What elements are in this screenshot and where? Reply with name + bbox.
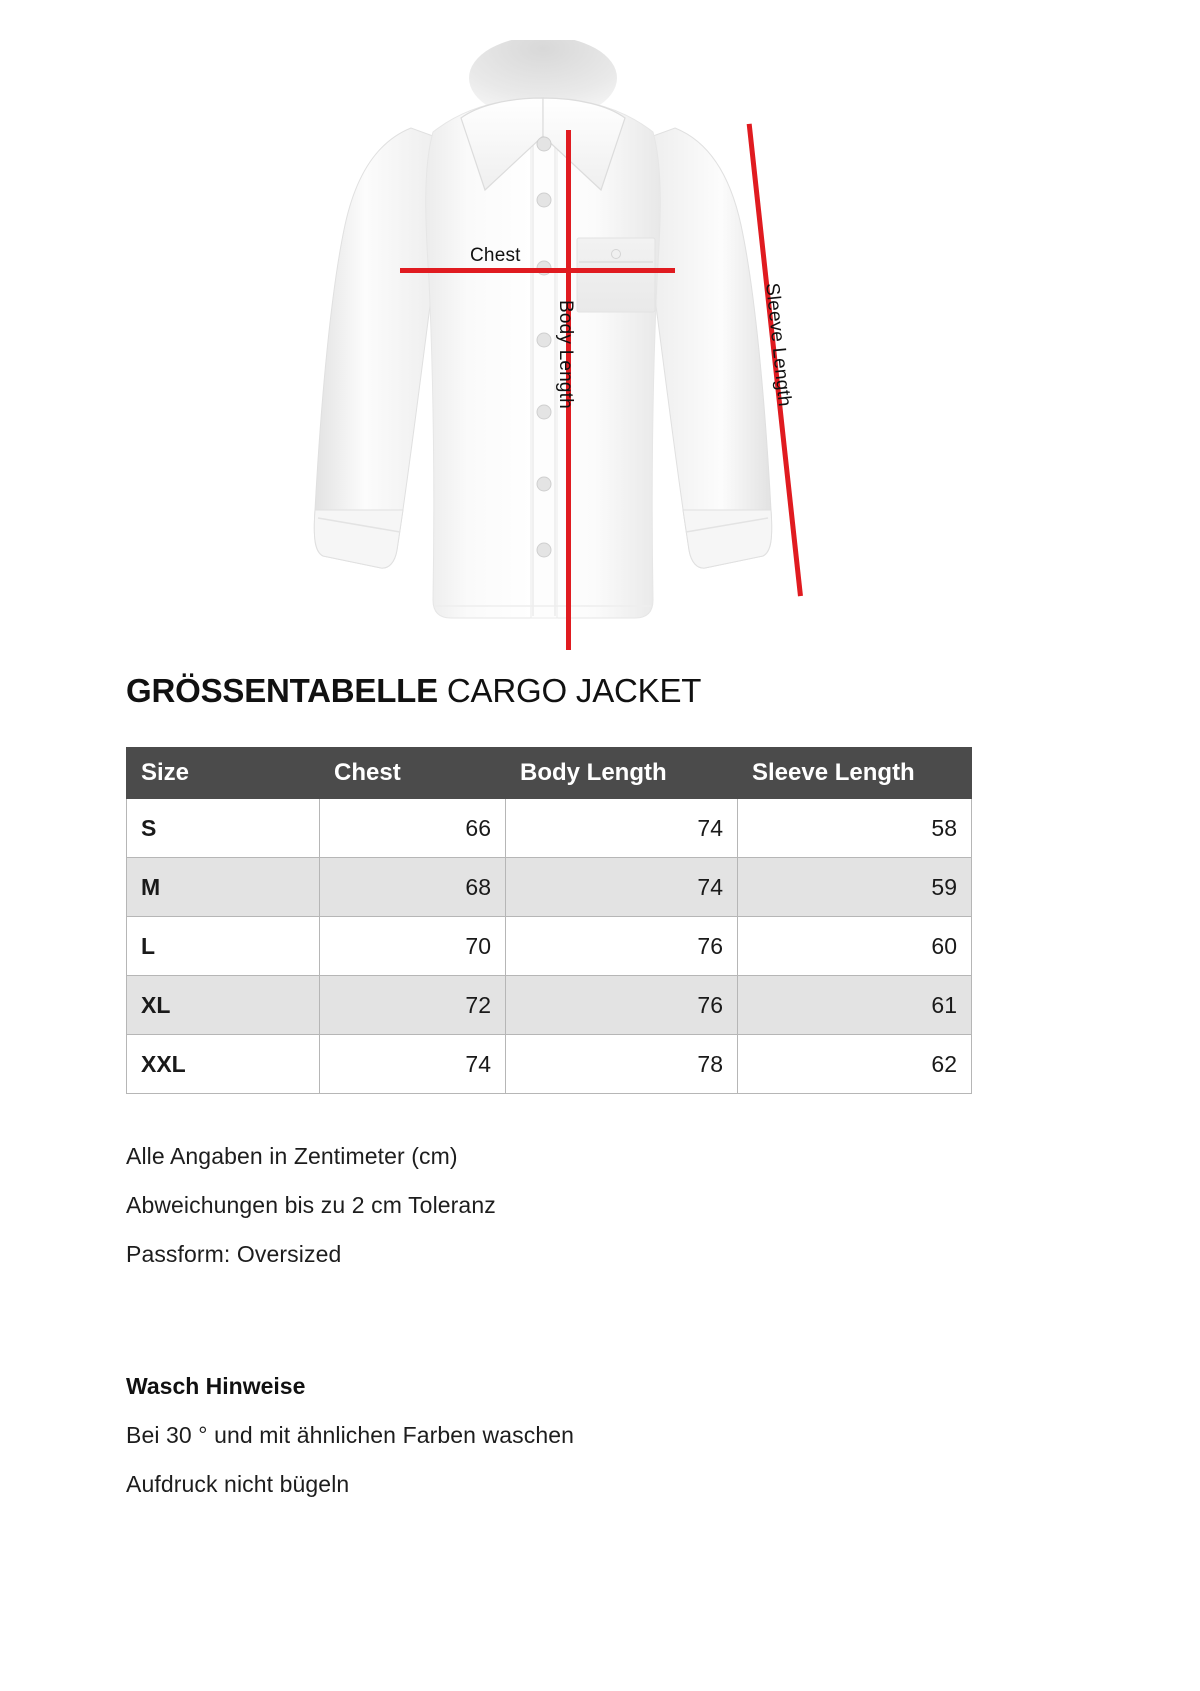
- cell-size: M: [127, 858, 320, 917]
- cell-size: XXL: [127, 1035, 320, 1094]
- wash-instruction-line: Aufdruck nicht bügeln: [126, 1471, 350, 1497]
- column-header-chest: Chest: [320, 748, 506, 799]
- cell-body-length: 76: [506, 917, 738, 976]
- shirt-graphic: [285, 40, 805, 640]
- page-title: [126, 672, 701, 710]
- note-line: Alle Angaben in Zentimeter (cm): [126, 1143, 458, 1169]
- cell-sleeve-length: 58: [738, 799, 972, 858]
- chest-measure-line: [400, 268, 675, 273]
- cell-size: L: [127, 917, 320, 976]
- cell-size: S: [127, 799, 320, 858]
- cell-body-length: 78: [506, 1035, 738, 1094]
- cell-body-length: 74: [506, 858, 738, 917]
- cell-sleeve-length: 59: [738, 858, 972, 917]
- column-header-size: Size: [127, 748, 320, 799]
- cell-size: XL: [127, 976, 320, 1035]
- cell-sleeve-length: 61: [738, 976, 972, 1035]
- garment-illustration: [0, 0, 1200, 660]
- table-body: [127, 799, 972, 1094]
- column-header-sleeve-length: Sleeve Length: [738, 748, 972, 799]
- note-line: Abweichungen bis zu 2 cm Toleranz: [126, 1192, 496, 1218]
- table-row: [127, 858, 972, 917]
- page-title-light: CARGO JACKET: [437, 672, 702, 709]
- wash-instruction-line: Bei 30 ° und mit ähnlichen Farben waschen: [126, 1422, 575, 1448]
- column-header-body-length: Body Length: [506, 748, 738, 799]
- cell-chest: 70: [320, 917, 506, 976]
- cell-sleeve-length: 62: [738, 1035, 972, 1094]
- cell-body-length: 76: [506, 976, 738, 1035]
- cell-chest: 74: [320, 1035, 506, 1094]
- page-title-strong: GRÖSSENTABELLE: [126, 672, 438, 709]
- cell-sleeve-length: 60: [738, 917, 972, 976]
- size-chart-table: [126, 747, 972, 1094]
- measurement-notes: [126, 1143, 826, 1290]
- table-header-row: [127, 748, 972, 799]
- cell-body-length: 74: [506, 799, 738, 858]
- note-line: Passform: Oversized: [126, 1241, 342, 1267]
- table-row: [127, 1035, 972, 1094]
- cell-chest: 72: [320, 976, 506, 1035]
- table-row: [127, 799, 972, 858]
- wash-instructions-heading: Wasch Hinweise: [126, 1373, 306, 1399]
- chest-measure-label: Chest: [470, 245, 521, 266]
- sleeve-length-measure-label: Sleeve Length: [761, 282, 795, 408]
- table-header: [127, 748, 972, 799]
- cell-chest: 68: [320, 858, 506, 917]
- body-length-measure-label: Body Length: [555, 300, 576, 409]
- wash-instructions: [126, 1373, 826, 1520]
- table-row: [127, 976, 972, 1035]
- table-row: [127, 917, 972, 976]
- cell-chest: 66: [320, 799, 506, 858]
